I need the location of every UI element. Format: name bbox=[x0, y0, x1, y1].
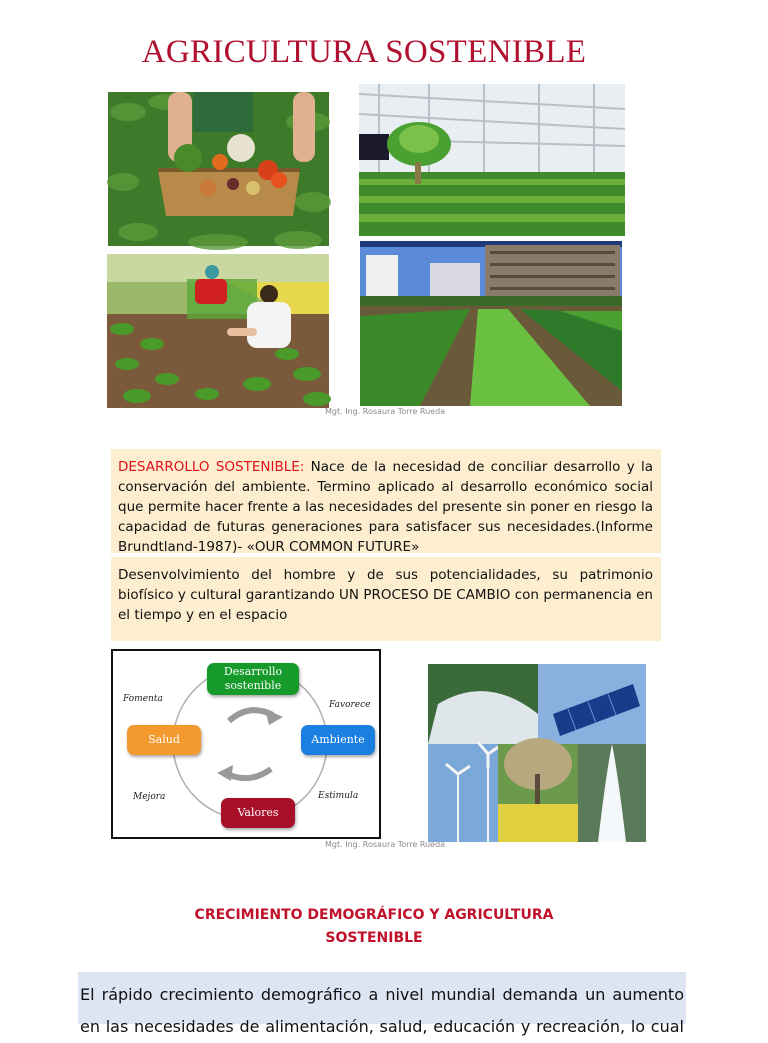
section-heading-line2: SOSTENIBLE bbox=[325, 930, 423, 946]
section-heading bbox=[0, 904, 748, 950]
greenhouse-photo bbox=[359, 84, 625, 236]
definition-lead: DESARROLLO SOSTENIBLE: bbox=[118, 459, 305, 475]
photo-credit-bottom: Mgt. Ing. Rosaura Torre Rueda bbox=[325, 840, 446, 849]
sustainability-cycle-diagram bbox=[111, 649, 381, 839]
development-box bbox=[111, 557, 661, 641]
edge-label-mejora: Mejora bbox=[133, 792, 166, 802]
node-salud: Salud bbox=[127, 725, 201, 755]
farm-workers-photo bbox=[107, 254, 329, 408]
edge-label-favorece: Favorece bbox=[329, 700, 371, 710]
node-valores: Valores bbox=[221, 798, 295, 828]
section-body-band bbox=[78, 972, 686, 1036]
edge-label-fomenta: Fomenta bbox=[123, 694, 163, 704]
renewable-energy-collage bbox=[428, 664, 646, 842]
page-title: AGRICULTURA SOSTENIBLE bbox=[141, 34, 587, 70]
section-heading-line1: CRECIMIENTO DEMOGRÁFICO Y AGRICULTURA bbox=[194, 907, 554, 923]
definition-text: Nace de la necesidad de conciliar desarrollo y la conservación del ambiente. Termino aplicado al desarrollo económico social que permite hacer frente a las necesidades del presente sin poner en riesgo la capacidad de futuras generaciones para satisfacer sus necesidades.(Informe Brundtland-1987)- «OUR COMMON FUTURE» bbox=[118, 459, 654, 555]
photo-credit-top: Mgt. Ing. Rosaura Torre Rueda bbox=[325, 407, 446, 416]
vegetable-basket-photo bbox=[108, 92, 329, 246]
node-ambiente: Ambiente bbox=[301, 725, 375, 755]
definition-box bbox=[111, 449, 661, 553]
node-desarrollo-sostenible: Desarrollo sostenible bbox=[207, 663, 299, 695]
edge-label-estimula: Estimula bbox=[318, 791, 359, 801]
development-text: Desenvolvimiento del hombre y de sus potencialidades, su patrimonio biofísico y cultural garantizando UN PROCESO DE CAMBIO con permanencia en el tiempo y en el espacio bbox=[118, 567, 653, 623]
section-body-text: El rápido crecimiento demográfico a nivel mundial demanda un aumento en las necesidades de alimentación, salud, educación y recreación, lo cual bbox=[80, 985, 684, 1036]
urban-farm-photo bbox=[360, 241, 622, 406]
